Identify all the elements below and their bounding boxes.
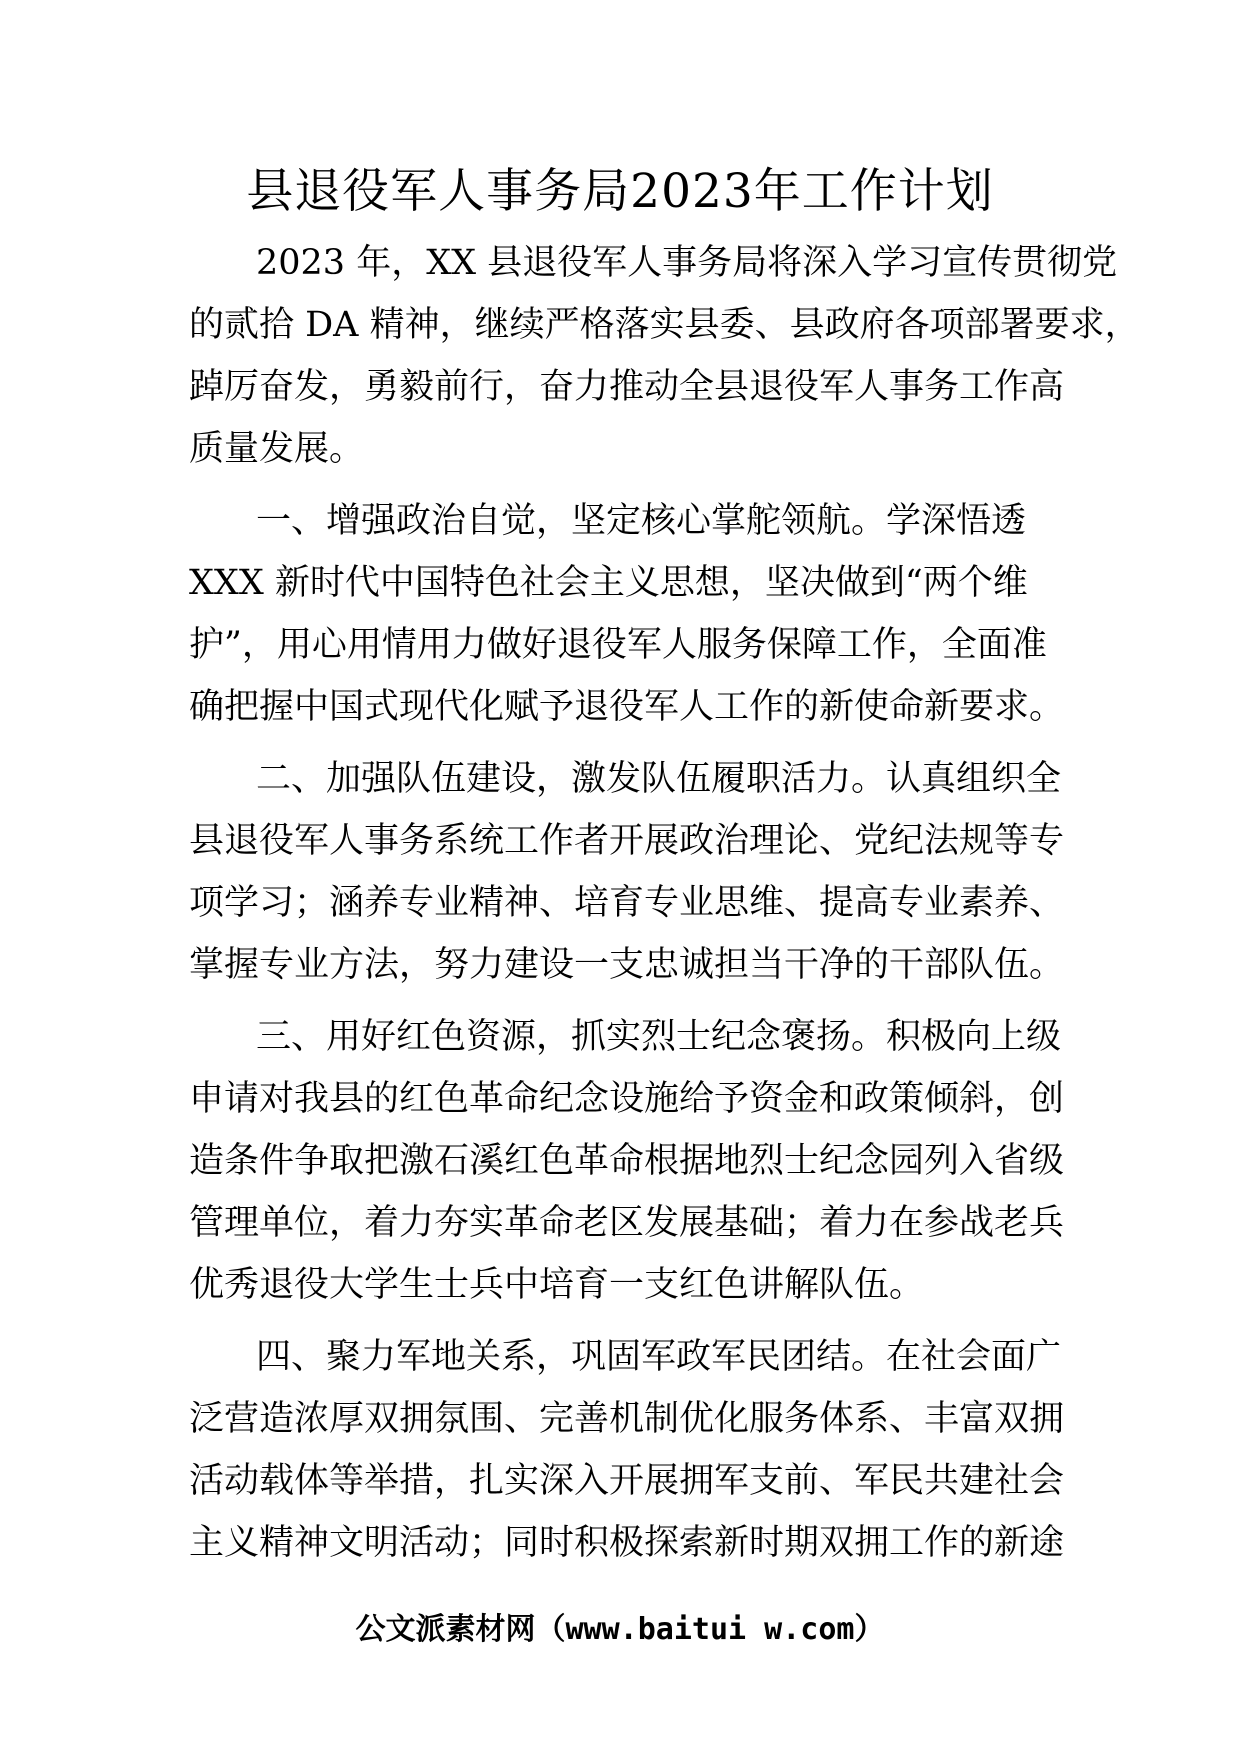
page-title: 县退役军人事务局2023年工作计划 (246, 164, 994, 219)
paragraph-section-2-line-2: 县退役军人事务系统工作者开展政治理论、党纪法规等专 (189, 821, 1065, 861)
paragraph-section-1-line-3: 护”，用心用情用力做好退役军人服务保障工作，全面准 (189, 625, 1047, 665)
paragraph-intro-line-1: 2023 年，XX 县退役军人事务局将深入学习宣传贯彻党 (256, 243, 1118, 283)
footer-watermark-text: 公文派素材网（www.baitui w.com） (355, 1612, 885, 1647)
paragraph-section-1-line-2: XXX 新时代中国特色社会主义思想，坚决做到“两个维 (189, 563, 1028, 603)
paragraph-section-1-line-4: 确把握中国式现代化赋予退役军人工作的新使命新要求。 (189, 687, 1065, 727)
paragraph-section-2-line-4: 掌握专业方法，努力建设一支忠诚担当干净的干部队伍。 (189, 945, 1065, 985)
paragraph-section-3-line-5: 优秀退役大学生士兵中培育一支红色讲解队伍。 (189, 1265, 925, 1305)
paragraph-section-3-line-2: 申请对我县的红色革命纪念设施给予资金和政策倾斜，创 (189, 1079, 1065, 1119)
paragraph-section-3-line-4: 管理单位，着力夯实革命老区发展基础；着力在参战老兵 (189, 1203, 1065, 1243)
paragraph-section-2-line-1: 二、加强队伍建设，激发队伍履职活力。认真组织全 (256, 759, 1062, 799)
paragraph-section-1-line-1: 一、增强政治自觉，坚定核心掌舵领航。学深悟透 (256, 501, 1027, 541)
paragraph-intro-line-4: 质量发展。 (189, 429, 365, 469)
paragraph-section-3-line-3: 造条件争取把激石溪红色革命根据地烈士纪念园列入省级 (189, 1141, 1065, 1181)
paragraph-section-4-line-3: 活动载体等举措，扎实深入开展拥军支前、军民共建社会 (189, 1461, 1065, 1501)
paragraph-section-3-line-1: 三、用好红色资源，抓实烈士纪念褒扬。积极向上级 (256, 1017, 1062, 1057)
paragraph-section-4-line-2: 泛营造浓厚双拥氛围、完善机制优化服务体系、丰富双拥 (189, 1399, 1065, 1439)
paragraph-intro-line-3: 踔厉奋发，勇毅前行，奋力推动全县退役军人事务工作高 (189, 367, 1065, 407)
paragraph-section-4-line-1: 四、聚力军地关系，巩固军政军民团结。在社会面广 (256, 1337, 1062, 1377)
paragraph-intro-line-2: 的贰拾 DA 精神，继续严格落实县委、县政府各项部署要求， (189, 305, 1140, 345)
paragraph-section-4-line-4: 主义精神文明活动；同时积极探索新时期双拥工作的新途 (189, 1523, 1065, 1563)
paragraph-section-2-line-3: 项学习；涵养专业精神、培育专业思维、提高专业素养、 (189, 883, 1065, 923)
